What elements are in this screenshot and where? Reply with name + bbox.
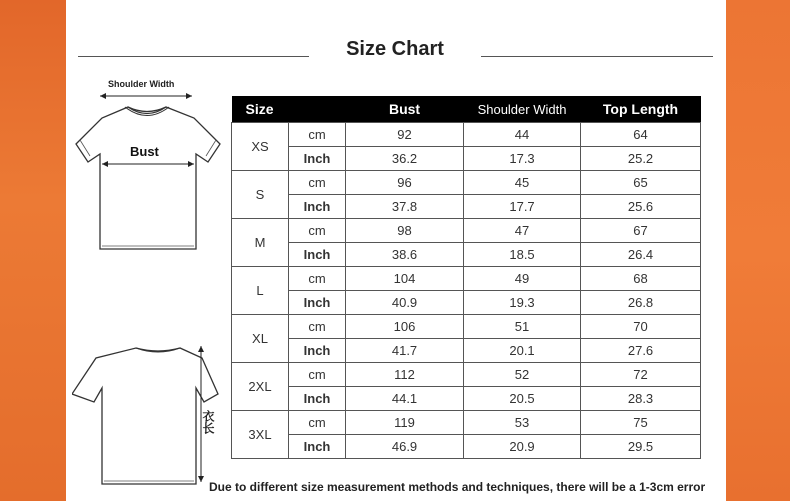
bust-value: 46.9 bbox=[346, 435, 464, 459]
shoulder-value: 19.3 bbox=[464, 291, 581, 315]
table-row-xs-cm bbox=[232, 123, 701, 147]
header-bust: Bust bbox=[346, 96, 464, 123]
shoulder-width-label: Shoulder Width bbox=[108, 79, 175, 89]
length-value: 26.4 bbox=[581, 243, 701, 267]
title-divider-left bbox=[78, 56, 309, 57]
shoulder-value: 20.5 bbox=[464, 387, 581, 411]
right-orange-background bbox=[726, 0, 790, 501]
unit-cm: cm bbox=[289, 123, 346, 147]
table-row-2xl-cm bbox=[232, 363, 701, 387]
bust-value: 106 bbox=[346, 315, 464, 339]
length-value: 68 bbox=[581, 267, 701, 291]
bust-label: Bust bbox=[130, 144, 159, 159]
table-row-m-inch bbox=[232, 243, 701, 267]
shoulder-arrow-icon bbox=[100, 93, 192, 99]
size-label: S bbox=[232, 171, 289, 219]
size-label: 3XL bbox=[232, 411, 289, 459]
unit-cm: cm bbox=[289, 267, 346, 291]
bust-value: 112 bbox=[346, 363, 464, 387]
page-title: Size Chart bbox=[346, 38, 444, 60]
unit-cm: cm bbox=[289, 411, 346, 435]
bust-value: 96 bbox=[346, 171, 464, 195]
table-row-xl-cm bbox=[232, 315, 701, 339]
unit-inch: Inch bbox=[289, 339, 346, 363]
length-value: 72 bbox=[581, 363, 701, 387]
bust-value: 40.9 bbox=[346, 291, 464, 315]
size-label: XL bbox=[232, 315, 289, 363]
unit-cm: cm bbox=[289, 171, 346, 195]
length-value: 75 bbox=[581, 411, 701, 435]
unit-inch: Inch bbox=[289, 291, 346, 315]
size-label: L bbox=[232, 267, 289, 315]
header-shoulder-width: Shoulder Width bbox=[464, 96, 581, 123]
bust-value: 98 bbox=[346, 219, 464, 243]
table-row-m-cm bbox=[232, 219, 701, 243]
unit-cm: cm bbox=[289, 315, 346, 339]
shoulder-value: 17.7 bbox=[464, 195, 581, 219]
bust-value: 104 bbox=[346, 267, 464, 291]
tshirt-back-outline bbox=[72, 348, 218, 484]
bust-value: 37.8 bbox=[346, 195, 464, 219]
table-row-s-inch bbox=[232, 195, 701, 219]
tshirt-front-diagram bbox=[72, 74, 232, 254]
unit-inch: Inch bbox=[289, 147, 346, 171]
left-orange-background bbox=[0, 0, 66, 501]
length-value: 67 bbox=[581, 219, 701, 243]
bust-value: 119 bbox=[346, 411, 464, 435]
length-value: 65 bbox=[581, 171, 701, 195]
shoulder-value: 20.1 bbox=[464, 339, 581, 363]
table-row-2xl-inch bbox=[232, 387, 701, 411]
bust-value: 92 bbox=[346, 123, 464, 147]
unit-inch: Inch bbox=[289, 195, 346, 219]
length-value: 27.6 bbox=[581, 339, 701, 363]
tshirt-back-diagram bbox=[72, 340, 232, 490]
size-table bbox=[231, 96, 701, 459]
table-row-l-inch bbox=[232, 291, 701, 315]
shoulder-value: 45 bbox=[464, 171, 581, 195]
bust-value: 44.1 bbox=[346, 387, 464, 411]
shoulder-value: 20.9 bbox=[464, 435, 581, 459]
table-row-xl-inch bbox=[232, 339, 701, 363]
header-size: Size bbox=[232, 96, 346, 123]
unit-inch: Inch bbox=[289, 387, 346, 411]
unit-cm: cm bbox=[289, 219, 346, 243]
unit-cm: cm bbox=[289, 363, 346, 387]
length-value: 28.3 bbox=[581, 387, 701, 411]
shoulder-value: 52 bbox=[464, 363, 581, 387]
length-value: 29.5 bbox=[581, 435, 701, 459]
bust-value: 38.6 bbox=[346, 243, 464, 267]
unit-inch: Inch bbox=[289, 243, 346, 267]
length-value: 70 bbox=[581, 315, 701, 339]
table-row-3xl-cm bbox=[232, 411, 701, 435]
table-header-row bbox=[232, 96, 701, 123]
length-value: 25.6 bbox=[581, 195, 701, 219]
unit-inch: Inch bbox=[289, 435, 346, 459]
table-row-xs-inch bbox=[232, 147, 701, 171]
size-label: XS bbox=[232, 123, 289, 171]
tshirt-front-outline bbox=[76, 107, 220, 249]
title-divider-right bbox=[481, 56, 713, 57]
shoulder-value: 44 bbox=[464, 123, 581, 147]
shoulder-value: 49 bbox=[464, 267, 581, 291]
bust-value: 36.2 bbox=[346, 147, 464, 171]
length-value: 25.2 bbox=[581, 147, 701, 171]
shoulder-value: 51 bbox=[464, 315, 581, 339]
length-value: 64 bbox=[581, 123, 701, 147]
length-value: 26.8 bbox=[581, 291, 701, 315]
shoulder-value: 47 bbox=[464, 219, 581, 243]
bust-value: 41.7 bbox=[346, 339, 464, 363]
length-label: 衣长 bbox=[201, 410, 215, 434]
shoulder-value: 17.3 bbox=[464, 147, 581, 171]
measurement-note: Due to different size measurement methods and techniques, there will be a 1-3cm error bbox=[209, 480, 706, 494]
table-row-l-cm bbox=[232, 267, 701, 291]
table-row-3xl-inch bbox=[232, 435, 701, 459]
header-top-length: Top Length bbox=[581, 96, 701, 123]
table-row-s-cm bbox=[232, 171, 701, 195]
shoulder-value: 53 bbox=[464, 411, 581, 435]
shoulder-value: 18.5 bbox=[464, 243, 581, 267]
size-label: 2XL bbox=[232, 363, 289, 411]
size-label: M bbox=[232, 219, 289, 267]
